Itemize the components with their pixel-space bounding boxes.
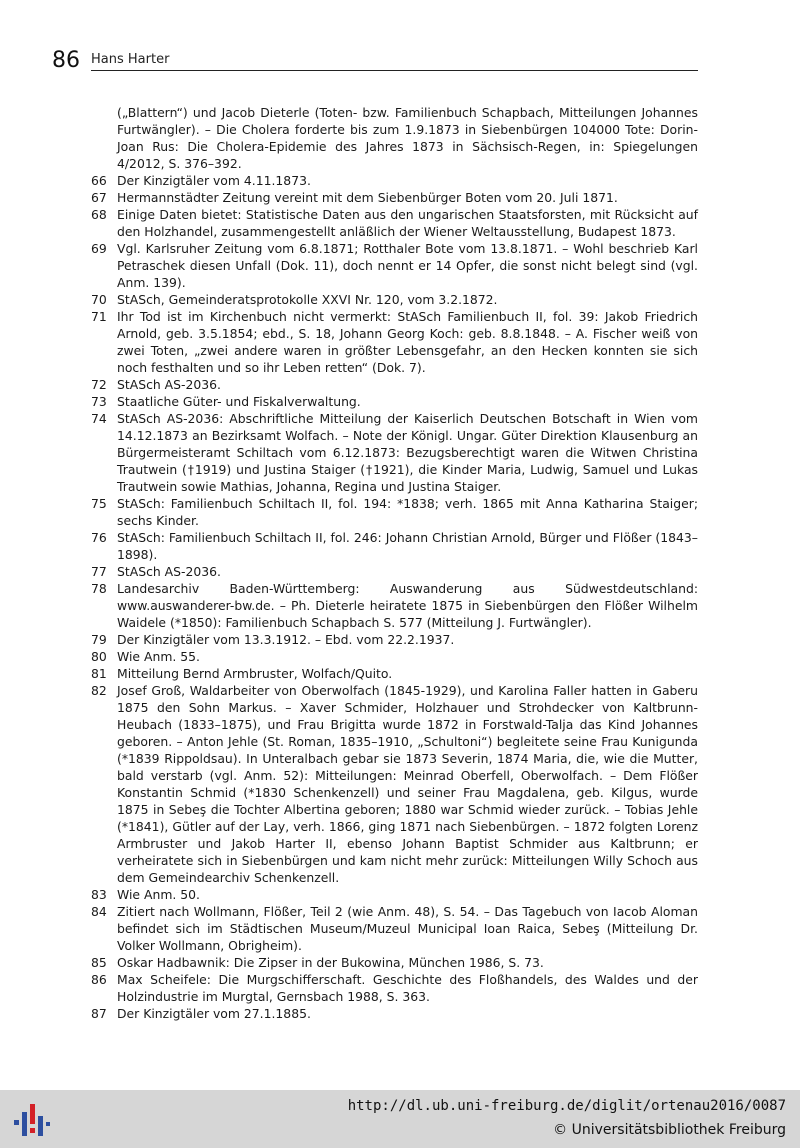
- footnote-number: 79: [91, 632, 107, 647]
- footnote-70: [91, 291, 698, 308]
- footnote-number: 80: [91, 649, 107, 664]
- footnote-number: 70: [91, 292, 107, 307]
- footnote-72: [91, 376, 698, 393]
- footnote-68: [91, 206, 698, 240]
- footnote-83: [91, 886, 698, 903]
- footnote-number: 83: [91, 887, 107, 902]
- footnote-87: [91, 1005, 698, 1022]
- footnote-84: [91, 903, 698, 954]
- footnote-text: Hermannstädter Zeitung vereint mit dem Siebenbürger Boten vom 20. Juli 1871.: [117, 190, 618, 205]
- footnote-number: 66: [91, 173, 107, 188]
- footnote-text: Landesarchiv Baden-Württemberg: Auswanderung aus Südwestdeutschland: www.auswanderer-bw.de. – Ph. Dieterle heiratete 1875 in Siebenbürgen den Flößer Wilhelm Waidele (*1850): Familienbuch Schapbach S. 577 (Mitteilung J. Furtwängler).: [117, 581, 698, 630]
- footnote-number: 77: [91, 564, 107, 579]
- footnote-text: Einige Daten bietet: Statistische Daten aus den ungarischen Staatsforsten, mit Rücksicht auf den Holzhandel, zusammengestellt anläßlich der Wiener Weltausstellung, Budapest 1873.: [117, 207, 698, 239]
- footnote-number: 71: [91, 309, 107, 324]
- footnote-67: [91, 189, 698, 206]
- footnote-number: 87: [91, 1006, 107, 1021]
- footnote-71: [91, 308, 698, 376]
- footnote-76: [91, 529, 698, 563]
- footnote-number: 67: [91, 190, 107, 205]
- footnote-text: StASch: Familienbuch Schiltach II, fol. 246: Johann Christian Arnold, Bürger und Flößer (1843–1898).: [117, 530, 698, 562]
- footnote-77: [91, 563, 698, 580]
- footnote-text: Ihr Tod ist im Kirchenbuch nicht vermerkt: StASch Familienbuch II, fol. 39: Jakob Friedrich Arnold, geb. 3.5.1854; ebd., S. 18, Johann Georg Koch: geb. 8.8.1848. – A. Fischer weiß von zwei Toten, „zwei andere waren in größter Lebensgefahr, an den Hecken konnten sie sich noch festhalten und so ihr Leben retten“ (Dok. 7).: [117, 309, 698, 375]
- footer-bar: [0, 1090, 800, 1148]
- footnote-66: [91, 172, 698, 189]
- footnote-text: Oskar Hadbawnik: Die Zipser in der Bukowina, München 1986, S. 73.: [117, 955, 544, 970]
- footnote-text: Max Scheifele: Die Murgschifferschaft. Geschichte des Floßhandels, des Waldes und der Holzindustrie im Murgtal, Gernsbach 1988, S. 363.: [117, 972, 698, 1004]
- page-number: 86: [52, 48, 80, 73]
- footnote-number: 85: [91, 955, 107, 970]
- footnote-text: Zitiert nach Wollmann, Flößer, Teil 2 (wie Anm. 48), S. 54. – Das Tagebuch von Iacob Aloman befindet sich im Städtischen Museum/Muzeul Municipal Ioan Raica, Sebeş (Mitteilung Dr. Volker Wollmann, Obrigheim).: [117, 904, 698, 953]
- footnote-text: StASch: Familienbuch Schiltach II, fol. 194: *1838; verh. 1865 mit Anna Katharina Staiger; sechs Kinder.: [117, 496, 698, 528]
- footnote-text: Staatliche Güter- und Fiskalverwaltung.: [117, 394, 361, 409]
- footnote-number: 78: [91, 581, 107, 596]
- footnote-number: 73: [91, 394, 107, 409]
- footnote-text: Mitteilung Bernd Armbruster, Wolfach/Quito.: [117, 666, 393, 681]
- footnote-text: Josef Groß, Waldarbeiter von Oberwolfach (1845-1929), und Karolina Faller hatten in Gaberu 1875 den Sohn Markus. – Xaver Schmider, Holzhauer und Strohdecker von Kaltbrunn-Heubach (1833–1875), und Frau Brigitta wurde 1872 in Forstwald-Talja das Kind Johannes geboren. – Anton Jehle (St. Roman, 1835–1910, „Schultoni“) begleitete seine Frau Kunigunda (*1839 Rippoldsau). In Unteralbach gebar sie 1873 Severin, 1874 Maria, die, wie die Mutter, bald verstarb (vgl. Anm. 52): Mitteilungen: Meinrad Oberfell, Oberwolfach. – Dem Flößer Konstantin Schmid (*1830 Schenkenzell) und seiner Frau Magdalena, geb. Kilgus, wurde 1875 in Sebeş die Tochter Albertina geboren; 1880 war Schmid wieder zurück. – Tobias Jehle (*1841), Gütler auf der Lay, verh. 1866, ging 1871 nach Siebenbürgen. – 1872 folgten Lorenz Armbruster und Jakob Harter II, ebenso Johann Baptist Schmider aus Kaltbrunn; er verheiratete sich in Siebenbürgen und kam nicht mehr zurück: Mitteilungen Willy Schoch aus dem Gemeindearchiv Schenkenzell.: [117, 683, 698, 885]
- footnote-78: [91, 580, 698, 631]
- footnote-number: 82: [91, 683, 107, 698]
- footnote-74: [91, 410, 698, 495]
- footnote-number: 68: [91, 207, 107, 222]
- running-head: Hans Harter: [91, 52, 170, 67]
- footnote-86: [91, 971, 698, 1005]
- footnote-79: [91, 631, 698, 648]
- header-rule: [91, 70, 698, 71]
- ub-freiburg-logo-icon: [12, 1100, 52, 1140]
- footnote-73: [91, 393, 698, 410]
- footnote-text: StASch AS-2036.: [117, 377, 221, 392]
- footnote-text: StASch, Gemeinderatsprotokolle XXVI Nr. 120, vom 3.2.1872.: [117, 292, 498, 307]
- source-url-link[interactable]: http://dl.ub.uni-freiburg.de/diglit/ortenau2016/0087: [347, 1098, 786, 1114]
- footnote-number: 74: [91, 411, 107, 426]
- footnote-82: [91, 682, 698, 886]
- footnote-text: Der Kinzigtäler vom 27.1.1885.: [117, 1006, 311, 1021]
- footnote-text: Wie Anm. 50.: [117, 887, 200, 902]
- footnote-81: [91, 665, 698, 682]
- footnote-75: [91, 495, 698, 529]
- footnote-continuation: [91, 104, 698, 172]
- copyright-text: © Universitätsbibliothek Freiburg: [553, 1122, 786, 1138]
- footnote-80: [91, 648, 698, 665]
- footnote-text: StASch AS-2036: Abschriftliche Mitteilung der Kaiserlich Deutschen Botschaft in Wien vom 14.12.1873 an Bezirksamt Wolfach. – Note der Königl. Ungar. Güter Direktion Klausenburg an Bürgermeisteramt Schiltach vom 6.12.1873: Bezugsberechtigt waren die Witwen Christina Trautwein (†1919) und Justina Staiger (†1921), die Kinder Maria, Ludwig, Samuel und Lukas Trautwein sowie Mathias, Johanna, Regina und Justina Staiger.: [117, 411, 698, 494]
- footnote-text: Der Kinzigtäler vom 4.11.1873.: [117, 173, 311, 188]
- footnote-69: [91, 240, 698, 291]
- footnote-text: („Blattern“) und Jacob Dieterle (Toten- bzw. Familienbuch Schapbach, Mitteilungen Johannes Furtwängler). – Die Cholera forderte bis zum 1.9.1873 in Siebenbürgen 104000 Tote: Dorin-Joan Rus: Die Cholera-Epidemie des Jahres 1873 in Sächsisch-Regen, in: Spiegelungen 4/2012, S. 376–392.: [117, 105, 698, 171]
- footnote-number: 84: [91, 904, 107, 919]
- footnote-text: Wie Anm. 55.: [117, 649, 200, 664]
- footnote-text: Der Kinzigtäler vom 13.3.1912. – Ebd. vom 22.2.1937.: [117, 632, 455, 647]
- footnote-number: 81: [91, 666, 107, 681]
- footnote-text: StASch AS-2036.: [117, 564, 221, 579]
- footnote-number: 69: [91, 241, 107, 256]
- footnote-number: 75: [91, 496, 107, 511]
- footnote-number: 72: [91, 377, 107, 392]
- footnote-number: 86: [91, 972, 107, 987]
- footnote-text: Vgl. Karlsruher Zeitung vom 6.8.1871; Rotthaler Bote vom 13.8.1871. – Wohl beschrieb Karl Petraschek diesen Unfall (Dok. 11), doch nennt er 14 Opfer, die sonst nicht belegt sind (vgl. Anm. 139).: [117, 241, 698, 290]
- footnote-number: 76: [91, 530, 107, 545]
- footnote-85: [91, 954, 698, 971]
- footnotes: [91, 104, 698, 1022]
